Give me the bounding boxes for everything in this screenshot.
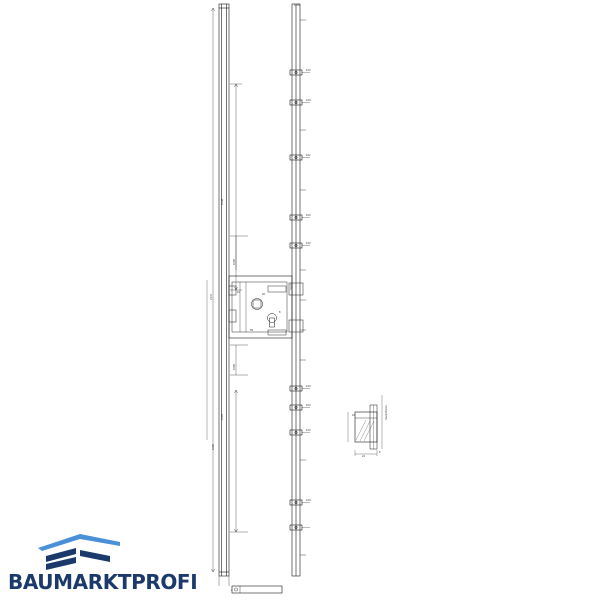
section-label-stulp-breite: Stulp-Breite <box>385 405 388 420</box>
lock-case-label-8: 8 <box>279 311 281 314</box>
mark-3-label: 162 <box>306 154 311 157</box>
mark-2-label: 160 <box>306 99 311 102</box>
dimension-lines <box>207 8 248 572</box>
dim-lower-label: 1085 <box>221 413 224 420</box>
dim-upper-label: 1048 <box>221 198 224 205</box>
faceplate-strip <box>219 4 229 576</box>
baumarktprofi-logo <box>8 528 218 594</box>
section-label-24: 24 <box>362 455 366 458</box>
bottom-label: 2 <box>231 589 233 592</box>
roof-icon <box>36 532 122 570</box>
mark-8-label: 160 <box>306 404 311 407</box>
section-label-16: 16 <box>352 414 356 417</box>
dim-overall-label: 2170 <box>210 293 213 300</box>
mark-5-label: 160 <box>306 242 311 245</box>
mark-10-label: 160 <box>306 499 311 502</box>
bottom-end-detail <box>219 576 282 593</box>
logo-wordmark: BAUMARKTPROFI <box>8 570 198 594</box>
lock-case-label-92: 92 <box>262 293 266 296</box>
drive-rod <box>292 4 300 576</box>
section-label-6: 6 <box>379 451 381 454</box>
mark-7-label: 160 <box>306 385 311 388</box>
label-top: 1200 <box>294 4 301 7</box>
lock-case <box>229 276 292 338</box>
dim-lower-upper-label: 1085 <box>233 363 236 370</box>
lock-case-label-55: 55 <box>250 329 254 332</box>
mark-1-label: 160 <box>306 69 311 72</box>
mark-9-label: 160 <box>306 429 311 432</box>
profile-section-detail <box>348 395 382 456</box>
mark-4-label: 160 <box>306 214 311 217</box>
dim-bottom-label: 1085 <box>212 443 215 450</box>
mark-6-label: Stulp <box>290 283 293 290</box>
lock-case-label-10: 10 <box>237 291 241 294</box>
dim-middle-label: 1085 <box>233 258 236 265</box>
